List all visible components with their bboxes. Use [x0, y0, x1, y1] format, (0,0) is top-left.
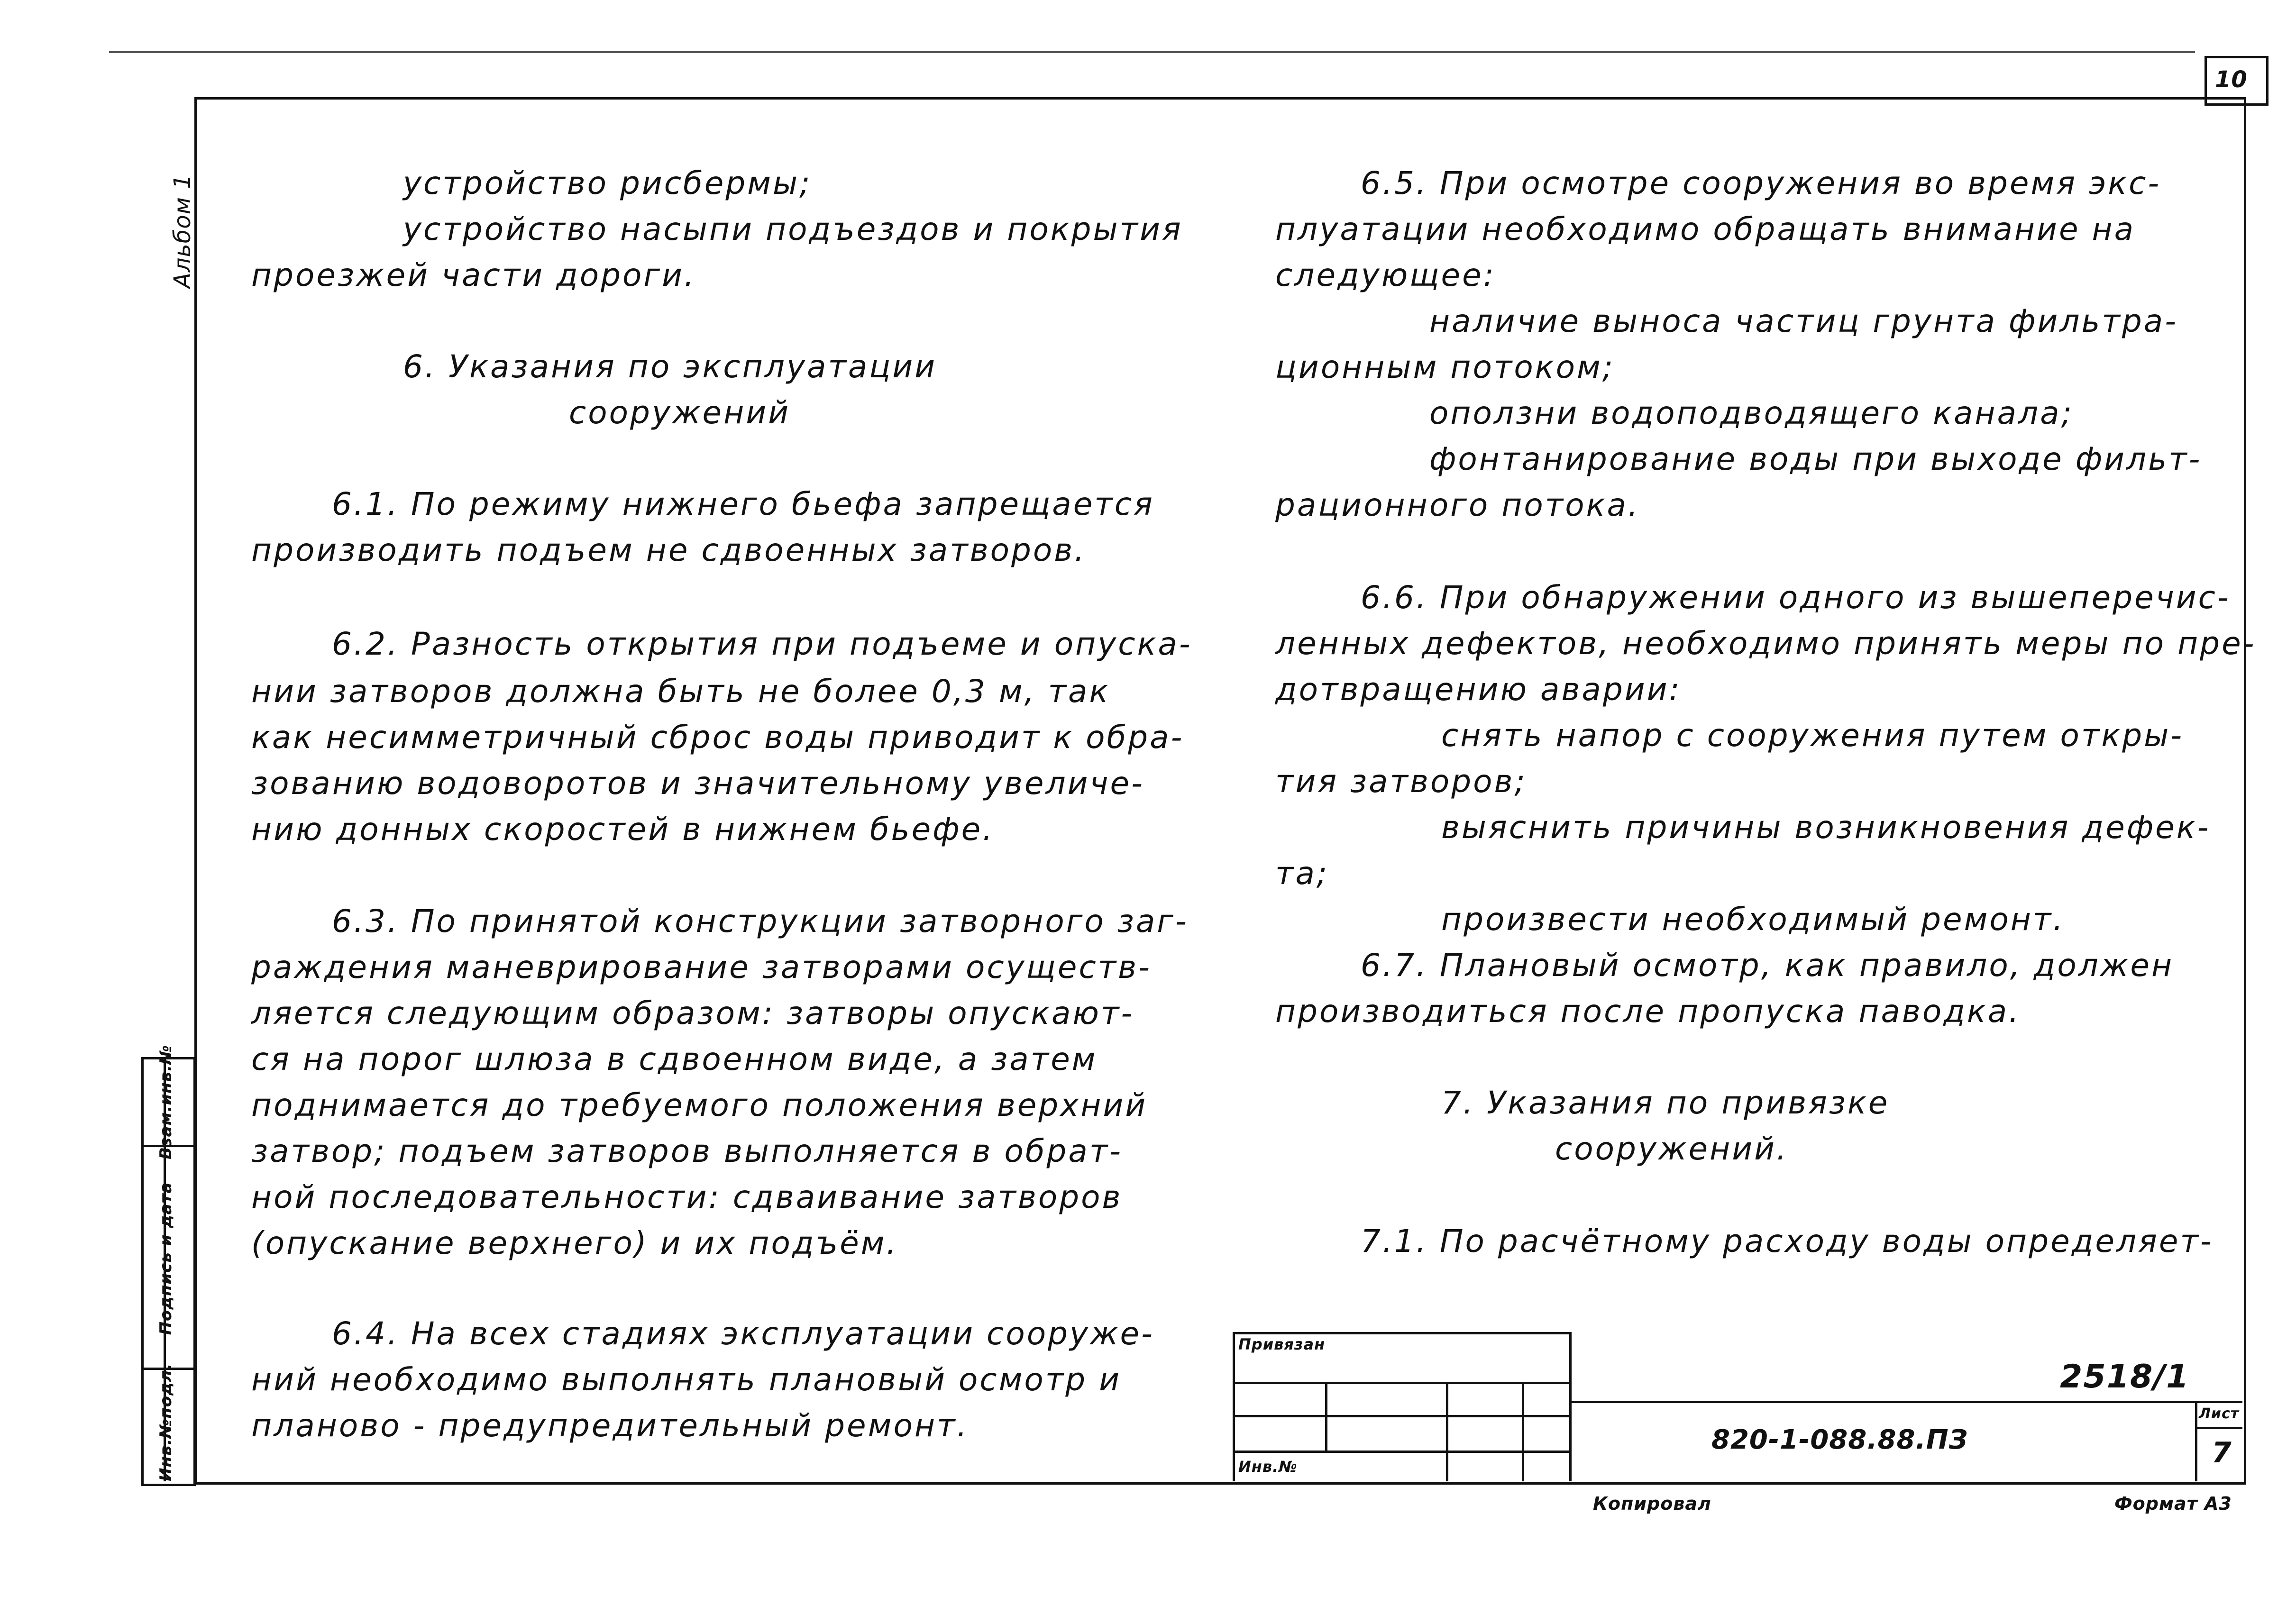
title-block-line: [1569, 1332, 1572, 1481]
title-block-line: [1569, 1401, 2242, 1403]
stamp-vzam-inv: Взам.инв.№: [156, 1045, 175, 1159]
text-line: ленных дефектов, необходимо принять меры по пре-: [1275, 625, 2256, 662]
text-line: ционным потоком;: [1275, 349, 1615, 385]
title-block-line: [1233, 1451, 1572, 1453]
title-block-line: [1233, 1415, 1572, 1417]
title-block-line: [1233, 1332, 1235, 1481]
privyazan-label: Привязан: [1238, 1335, 1326, 1353]
title-block-line: [2195, 1427, 2242, 1429]
text-line: 6.5. При осмотре сооружения во время экс-: [1361, 165, 2161, 201]
text-line: планово - предупредительный ремонт.: [251, 1407, 969, 1444]
text-line: тия затворов;: [1275, 763, 1527, 800]
text-line: 6.6. При обнаружении одного из вышеперечис-: [1361, 579, 2231, 616]
text-line: 6.3. По принятой конструкции затворного заг-: [332, 903, 1189, 940]
document-code: 820-1-088.88.ПЗ: [1711, 1424, 1968, 1455]
text-line: 6.1. По режиму нижнего бьефа запрещается: [332, 486, 1154, 522]
text-line: нии затворов должна быть не более 0,3 м, так: [251, 673, 1110, 710]
sheet-number: 7: [2212, 1436, 2232, 1469]
text-line: снять напор с сооружения путем откры-: [1441, 717, 2184, 754]
text-line: раждения маневрирование затворами осуществ-: [251, 949, 1152, 985]
text-line: оползни водоподводящего канала;: [1429, 395, 2074, 431]
text-line: выяснить причины возникновения дефек-: [1441, 809, 2211, 846]
title-block-line: [1446, 1382, 1448, 1481]
text-line: рационного потока.: [1275, 487, 1640, 523]
section-heading: 6. Указания по эксплуатации: [403, 348, 937, 385]
text-line: ной последовательности: сдваивание затворов: [251, 1179, 1123, 1215]
text-line: дотвращению аварии:: [1275, 671, 1682, 708]
text-line: зованию водоворотов и значительному увеличе-: [251, 765, 1144, 802]
text-line: ний необходимо выполнять плановый осмотр и: [251, 1361, 1122, 1398]
text-line: проезжей части дороги.: [251, 257, 696, 293]
title-block-line: [1233, 1332, 1572, 1334]
album-label: Альбом 1: [169, 174, 196, 288]
text-line: следующее:: [1275, 257, 1496, 293]
text-line: произвести необходимый ремонт.: [1441, 901, 2065, 938]
title-block-line: [1522, 1382, 1524, 1481]
text-line: производить подъем не сдвоенных затворов.: [251, 532, 1087, 568]
title-block-line: [2195, 1401, 2197, 1481]
text-line: нию донных скоростей в нижнем бьефе.: [251, 811, 995, 848]
text-line: наличие выноса частиц грунта фильтра-: [1429, 303, 2178, 339]
format-label: Формат А3: [2114, 1493, 2232, 1514]
handwritten-number: 2518/1: [2060, 1358, 2190, 1396]
text-line: устройство рисбермы;: [403, 165, 812, 201]
stamp-inv-podl: Инв.№подл.: [156, 1363, 175, 1481]
text-line: (опускание верхнего) и их подъём.: [251, 1225, 898, 1261]
text-line: как несимметричный сброс воды приводит к обра-: [251, 719, 1184, 756]
stamp-signature-date: Подпись и дата: [156, 1182, 175, 1335]
text-line: затвор; подъем затворов выполняется в обрат-: [251, 1133, 1123, 1169]
title-block-line: [1233, 1382, 1572, 1384]
text-line: плуатации необходимо обращать внимание на: [1275, 211, 2136, 247]
section-heading: сооружений: [569, 394, 791, 431]
text-line: фонтанирование воды при выходе фильт-: [1429, 441, 2202, 477]
page-number: 10: [2215, 66, 2248, 93]
text-line: ляется следующим образом: затворы опускают-: [251, 995, 1134, 1031]
copied-label: Копировал: [1593, 1493, 1711, 1514]
text-line: та;: [1275, 855, 1329, 892]
inv-no-label: Инв.№: [1238, 1458, 1298, 1476]
text-line: 6.4. На всех стадиях эксплуатации сооруже-: [332, 1315, 1154, 1352]
text-line: 7.1. По расчётному расходу воды определяет-: [1361, 1223, 2214, 1259]
section-heading: сооружений.: [1555, 1131, 1788, 1167]
text-line: устройство насыпи подъездов и покрытия: [403, 211, 1183, 247]
text-line: производиться после пропуска паводка.: [1275, 993, 2021, 1030]
text-line: 6.2. Разность открытия при подъеме и опуска-: [332, 626, 1192, 662]
sheet-label: Лист: [2199, 1405, 2240, 1422]
text-line: 6.7. Плановый осмотр, как правило, должен: [1361, 947, 2174, 984]
top-scan-line: [109, 51, 2195, 53]
text-line: ся на порог шлюза в сдвоенном виде, а затем: [251, 1041, 1098, 1077]
title-block-line: [1325, 1382, 1327, 1453]
section-heading: 7. Указания по привязке: [1441, 1085, 1890, 1121]
text-line: поднимается до требуемого положения верхний: [251, 1087, 1148, 1123]
